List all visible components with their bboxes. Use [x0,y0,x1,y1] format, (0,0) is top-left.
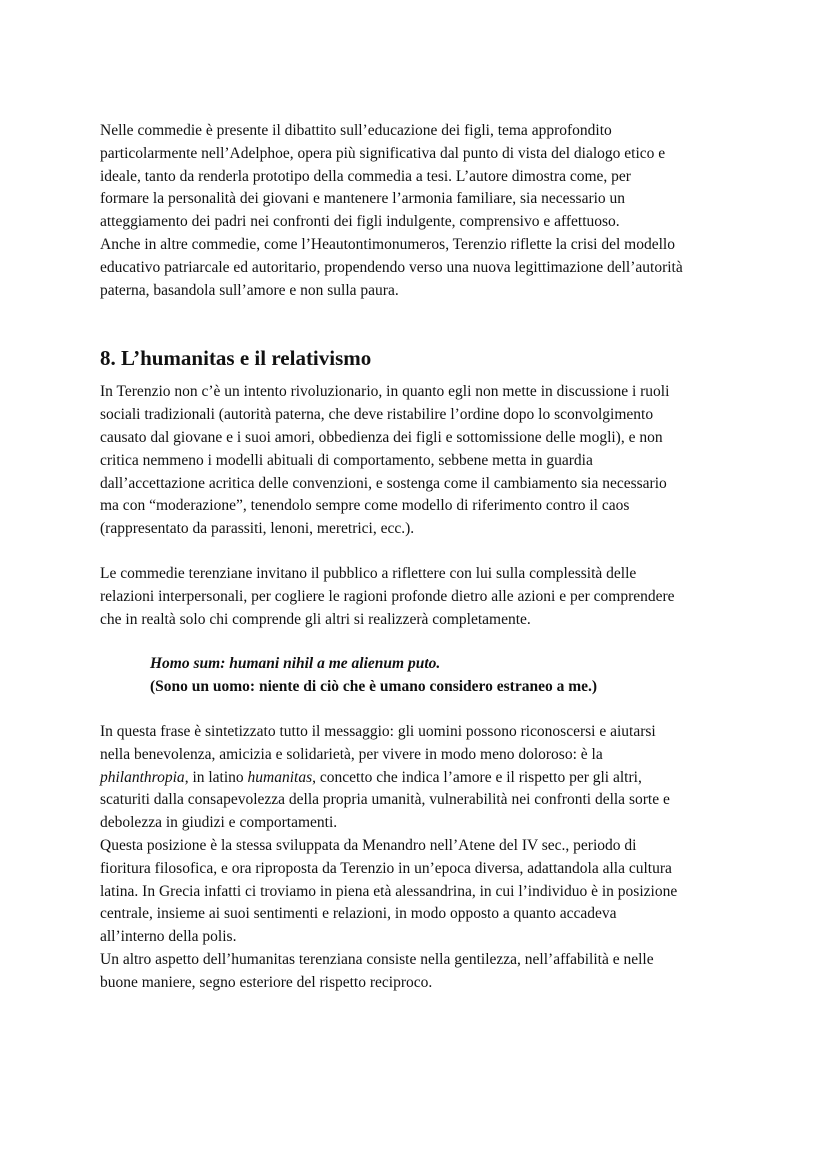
text-line: debolezza in giudizi e comportamenti. [100,814,338,832]
text-line: educativo patriarcale ed autoritario, propendendo verso una nuova legittimazione dell’autorità [100,258,683,276]
text-line: che in realtà solo chi comprende gli altri si realizzerà completamente. [100,610,531,628]
text-line: causato dal giovane e i suoi amori, obbedienza dei figli e sottomissione delle mogli), e non [100,428,663,446]
paragraph-intento [100,381,740,541]
text-fragment: , concetto che indica l’amore e il rispetto per gli altri, [312,768,642,786]
text-line: ma con “moderazione”, tenendolo sempre come modello di riferimento contro il caos [100,497,630,515]
section-heading: 8. L’humanitas e il relativismo [100,346,372,371]
text-line: In Terenzio non c’è un intento rivoluzionario, in quanto egli non mette in discussione i ruoli [100,383,670,401]
text-line: atteggiamento dei padri nei confronti dei figli indulgente, comprensivo e affettuoso. [100,213,620,231]
text-line: ideale, tanto da renderla prototipo della commedia a tesi. L’autore dimostra come, per [100,167,631,185]
paragraph-commedie [100,563,740,631]
text-line: sociali tradizionali (autorità paterna, che deve ristabilire l’ordine dopo lo sconvolgimento [100,406,654,424]
text-line: critica nemmeno i modelli abituali di comportamento, sebbene metta in guardia [100,451,593,469]
text-line: (rappresentato da parassiti, lenoni, meretrici, ecc.). [100,520,415,538]
text-line: Nelle commedie è presente il dibattito sull’educazione dei figli, tema approfondito [100,122,612,139]
text-line: all’interno della polis. [100,928,237,946]
text-line-mixed [100,767,740,790]
text-line: formare la personalità dei giovani e mantenere l’armonia familiare, sia necessario un [100,190,626,208]
quote-translation: (Sono un uomo: niente di ciò che è umano considero estraneo a me.) [150,678,598,696]
italic-term: humanitas [247,768,313,786]
text-line: Questa posizione è la stessa sviluppata da Menandro nell’Atene del IV sec., periodo di [100,836,637,854]
text-line: paterna, basandola sull’amore e non sulla paura. [100,281,399,299]
text-line: Un altro aspetto dell’humanitas terenziana consiste nella gentilezza, nell’affabilità e nelle [100,950,654,968]
text-line: Anche in altre commedie, come l’Heautontimonumeros, Terenzio riflette la crisi del modello [100,235,675,253]
text-line: fioritura filosofica, e ora riproposta da Terenzio in un’epoca diversa, adattandola alla cultura [100,859,672,877]
text-line: particolarmente nell’Adelphoe, opera più significativa dal punto di vista del dialogo etico e [100,144,666,162]
text-line: relazioni interpersonali, per cogliere le ragioni profonde dietro alle azioni e per comprendere [100,587,675,605]
text-line: latina. In Grecia infatti ci troviamo in piena età alessandrina, in cui l’individuo è in posizione [100,882,678,900]
paragraph-education [100,120,740,302]
text-line: buone maniere, segno esteriore del rispetto reciproco. [100,973,433,991]
italic-term: philanthropia [100,768,185,786]
document-page [100,120,740,995]
text-line: scaturiti dalla consapevolezza della propria umanità, vulnerabilità nei confronti della sorte e [100,791,670,809]
text-line: dall’accettazione acritica delle convenzioni, e sostenga come il cambiamento sia necessario [100,474,667,492]
paragraph-messaggio [100,721,740,995]
block-quote [100,653,740,699]
text-line: Le commedie terenziane invitano il pubblico a riflettere con lui sulla complessità delle [100,564,637,582]
text-fragment: , in latino [184,768,248,786]
text-line: nella benevolenza, amicizia e solidarietà, per vivere in modo meno doloroso: è la [100,745,603,763]
quote-latin: Homo sum: humani nihil a me alienum puto. [150,655,441,673]
text-line: centrale, insieme ai suoi sentimenti e relazioni, in modo opposto a quanto accadeva [100,905,617,923]
text-line: In questa frase è sintetizzato tutto il messaggio: gli uomini possono riconoscersi e aiutarsi [100,722,656,740]
